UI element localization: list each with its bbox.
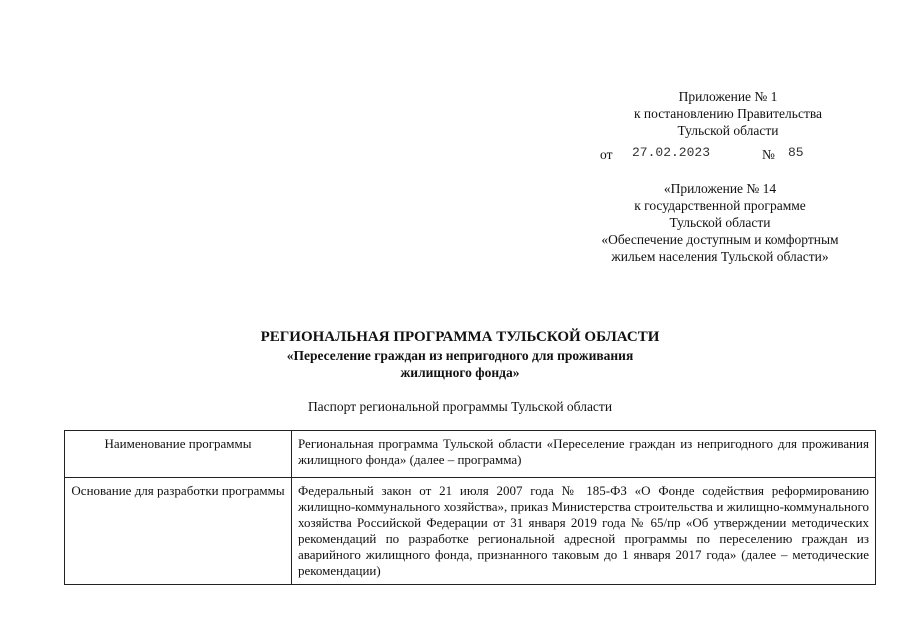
decree-date: 27.02.2023 [632, 145, 711, 160]
passport-table [64, 430, 876, 585]
table-cell-name: Наименование программы [65, 431, 292, 478]
program-title [160, 328, 760, 381]
annex-14-line-4: «Обеспечение доступным и комфортным [601, 232, 839, 247]
table-cell-value: Федеральный закон от 21 июля 2007 года № 185-ФЗ «О Фонде содействия реформированию жилищно-коммунального хозяйства», приказ Министерства строительства и жилищно-коммунального хозяйства Российской Федерации от 31 января 2019 года № 65/пр «Об утверждении методических рекомендаций по разработке региональной адресной программы по переселению граждан из аварийного жилищного фонда, признанного таковым до 1 января 2017 года» (далее – методические рекомендации) [292, 478, 876, 585]
table-cell-name: Основание для разработки программы [65, 478, 292, 585]
date-from-label: от [600, 147, 613, 162]
annex-1-line-1: Приложение № 1 [678, 89, 778, 104]
passport-heading: Паспорт региональной программы Тульской области [307, 399, 613, 414]
annex-14-line-1: «Приложение № 14 [663, 181, 777, 196]
annex-14-header [560, 180, 880, 265]
annex-14-line-2: к государственной программе [634, 198, 806, 213]
program-title-line-3: жилищного фонда» [400, 365, 520, 380]
program-title-line-1: РЕГИОНАЛЬНАЯ ПРОГРАММА ТУЛЬСКОЙ ОБЛАСТИ [260, 329, 660, 345]
annex-14-line-3: Тульской области [669, 215, 771, 230]
table-row [65, 431, 876, 478]
annex-1-line-2: к постановлению Правительства [633, 106, 823, 121]
decree-number-label: № [762, 147, 775, 162]
annex-14-line-5: жильем населения Тульской области» [611, 249, 829, 264]
table-cell-value: Региональная программа Тульской области «Переселение граждан из непригодного для проживания жилищного фонда» (далее – программа) [292, 431, 876, 478]
program-title-line-2: «Переселение граждан из непригодного для проживания [286, 348, 634, 363]
annex-1-header [598, 88, 858, 139]
decree-number: 85 [788, 145, 804, 160]
table-row [65, 478, 876, 585]
annex-1-line-3: Тульской области [677, 123, 779, 138]
